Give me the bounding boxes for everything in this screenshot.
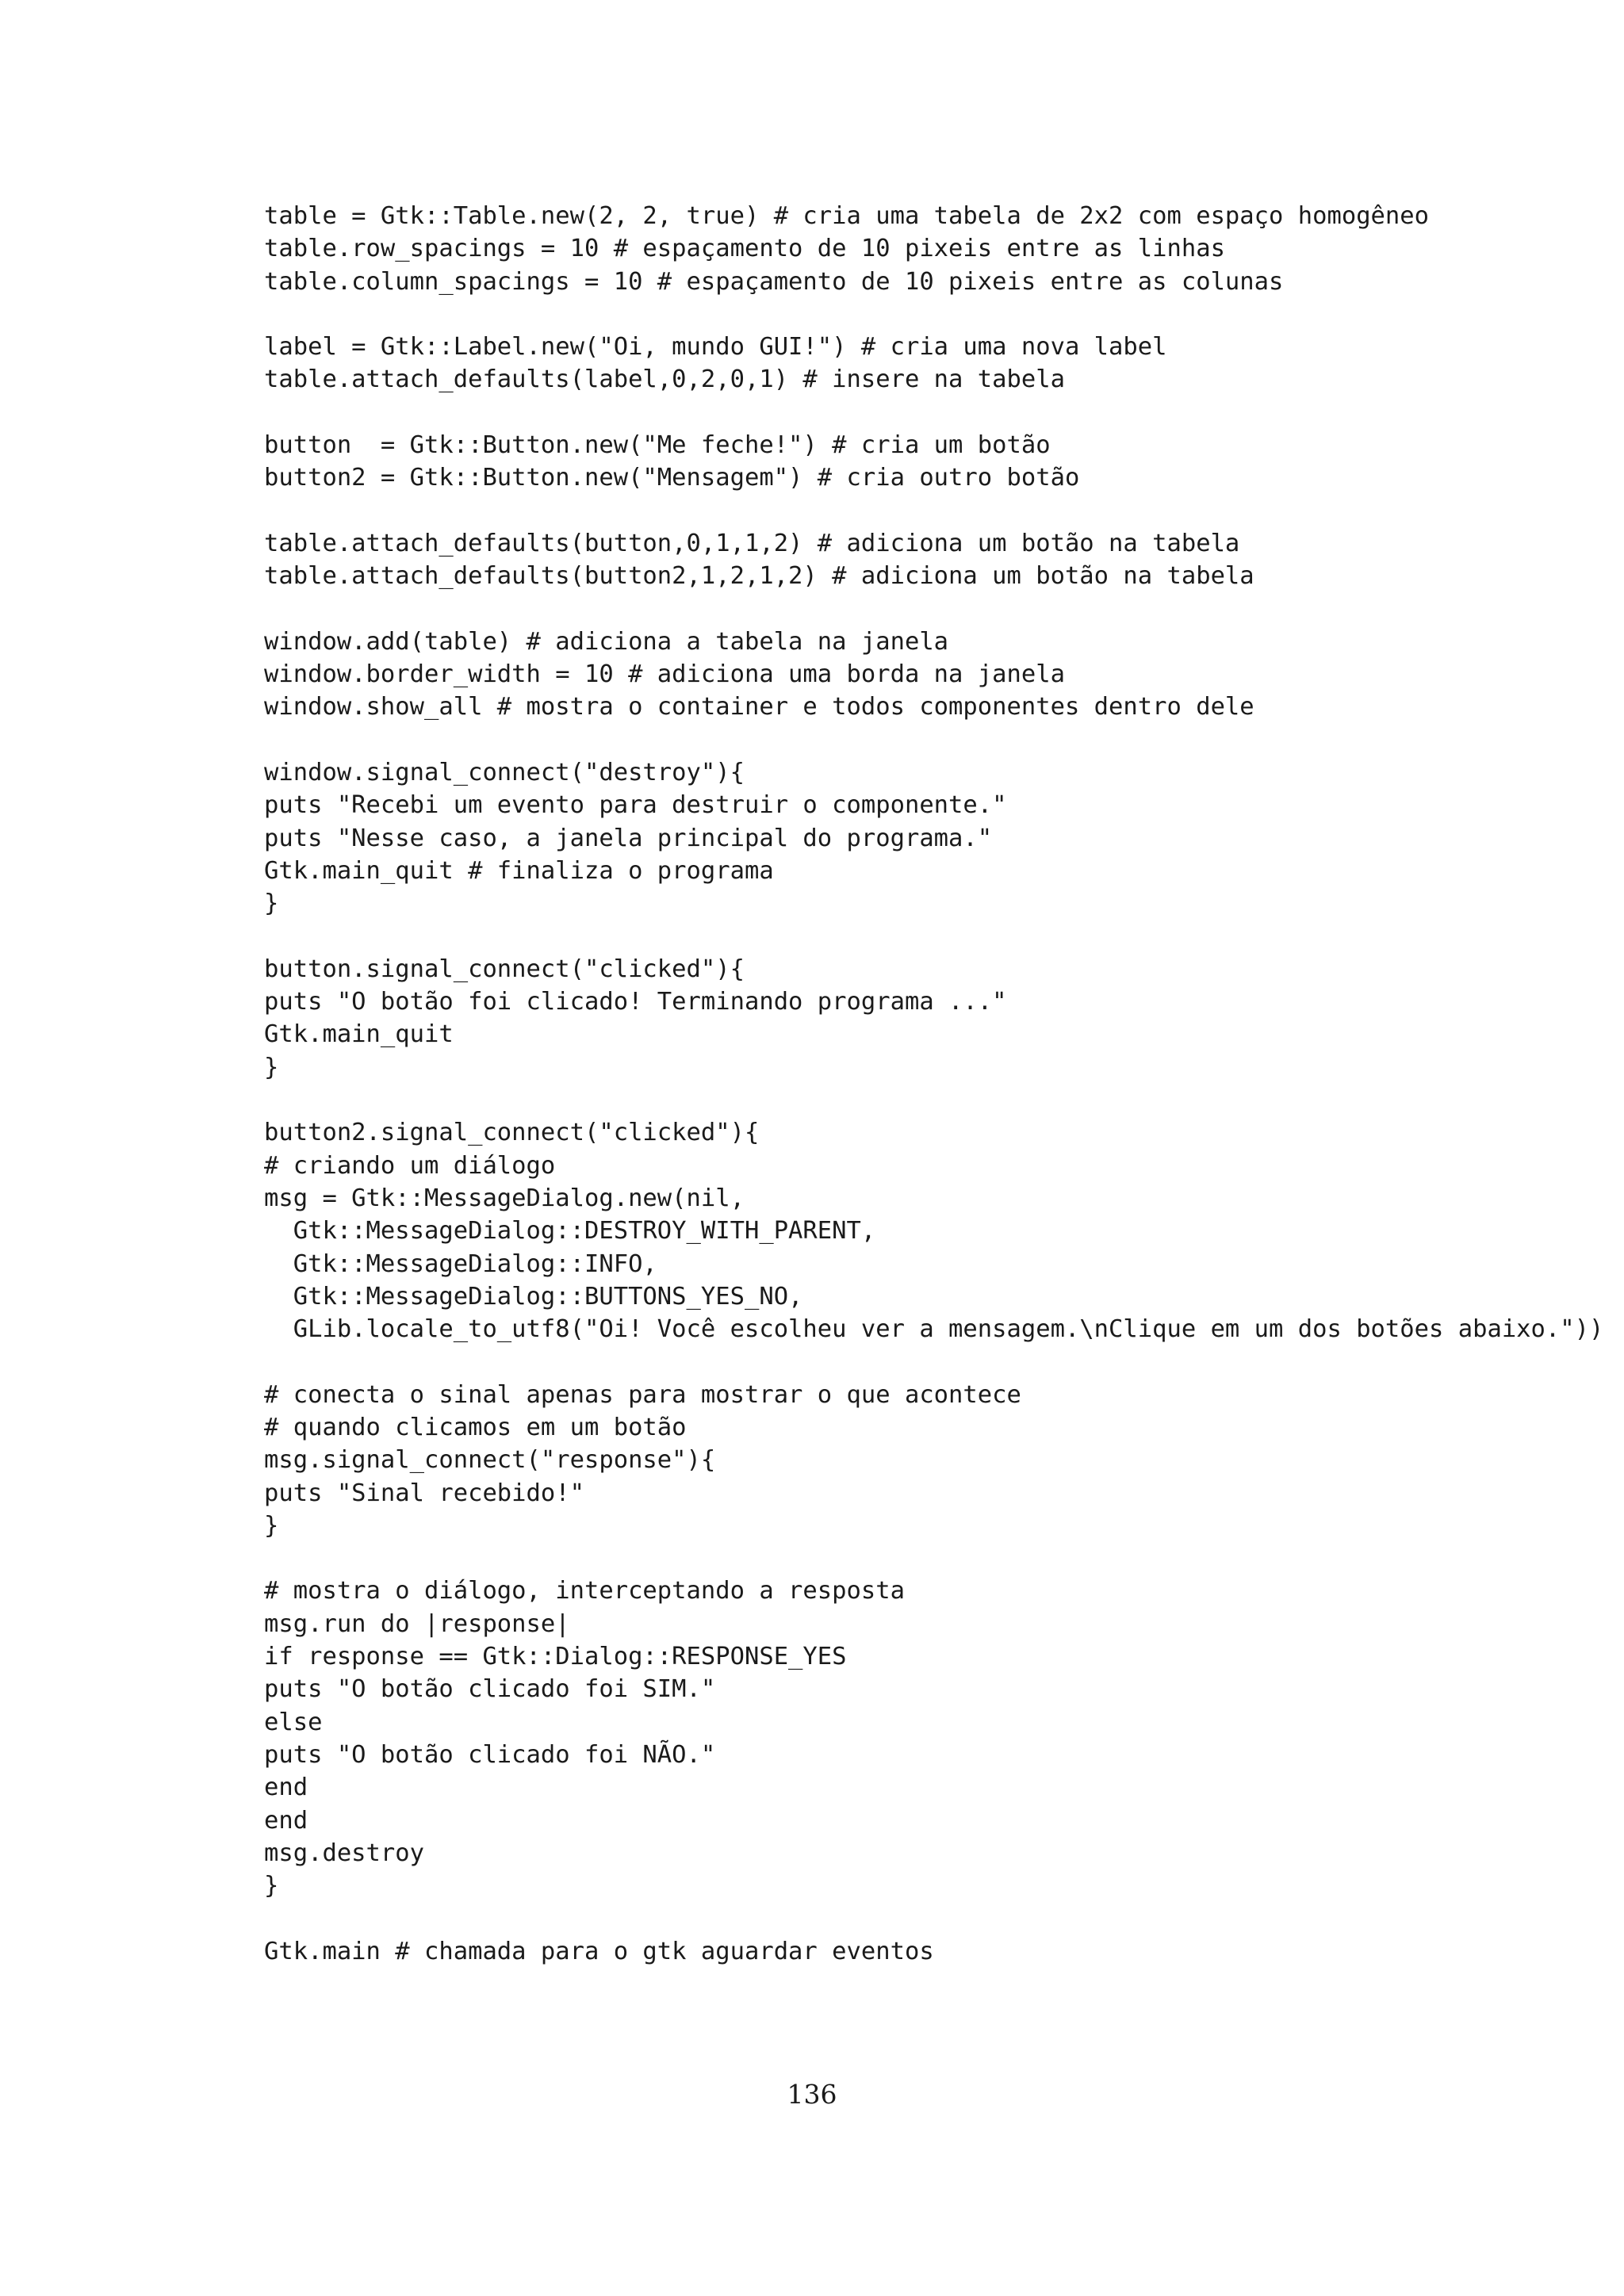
code-line: Gtk.main # chamada para o gtk aguardar eventos (264, 1937, 934, 1965)
code-line: table.attach_defaults(button,0,1,1,2) # adiciona um botão na tabela (264, 529, 1240, 557)
page-number: 136 (787, 2079, 837, 2110)
code-line: table = Gtk::Table.new(2, 2, true) # cria uma tabela de 2x2 com espaço homogêneo (264, 202, 1430, 230)
code-line: puts "Sinal recebido!" (264, 1479, 584, 1507)
code-line: } (264, 1053, 279, 1081)
code-line: Gtk.main_quit (264, 1020, 454, 1049)
code-line: table.column_spacings = 10 # espaçamento de 10 pixeis entre as colunas (264, 267, 1284, 296)
code-line: if response == Gtk::Dialog::RESPONSE_YES (264, 1643, 847, 1671)
code-line (264, 593, 1612, 626)
code-line: GLib.locale_to_utf8("Oi! Você escolheu ver a mensagem.\nClique em um dos botões abaixo.")) (264, 1315, 1604, 1344)
code-line: button.signal_connect("clicked"){ (264, 955, 745, 983)
code-line: puts "O botão foi clicado! Terminando programa ..." (264, 988, 1007, 1016)
code-line: window.border_width = 10 # adiciona uma borda na janela (264, 660, 1065, 689)
code-line: } (264, 890, 279, 918)
code-line: table.attach_defaults(button2,1,2,1,2) # adiciona um botão na tabela (264, 562, 1254, 591)
code-line (264, 1542, 1612, 1575)
code-line: puts "O botão clicado foi NÃO." (264, 1740, 716, 1769)
code-line: puts "O botão clicado foi SIM." (264, 1675, 716, 1704)
code-line: Gtk::MessageDialog::DESTROY_WITH_PARENT, (264, 1217, 876, 1246)
code-line: # criando um diálogo (264, 1151, 556, 1180)
code-line: Gtk::MessageDialog::BUTTONS_YES_NO, (264, 1282, 803, 1311)
code-listing (264, 200, 1612, 1968)
code-line (264, 920, 1612, 953)
code-line (264, 724, 1612, 756)
code-line: msg.run do |response| (264, 1609, 570, 1638)
code-line: button = Gtk::Button.new("Me feche!") # cria um botão (264, 431, 1051, 460)
code-line: puts "Nesse caso, a janela principal do programa." (264, 824, 993, 852)
code-line: msg.signal_connect("response"){ (264, 1446, 716, 1475)
code-line: } (264, 1511, 279, 1540)
code-line: # quando clicamos em um botão (264, 1413, 687, 1441)
code-line: window.add(table) # adiciona a tabela na janela (264, 627, 949, 656)
code-line: puts "Recebi um evento para destruir o componente." (264, 791, 1007, 820)
code-line: end (264, 1806, 308, 1835)
code-line: label = Gtk::Label.new("Oi, mundo GUI!") # cria uma nova label (264, 333, 1167, 362)
code-line (264, 1084, 1612, 1116)
code-line: # conecta o sinal apenas para mostrar o que acontece (264, 1380, 1021, 1409)
code-line: else (264, 1708, 323, 1736)
code-line: table.row_spacings = 10 # espaçamento de 10 pixeis entre as linhas (264, 235, 1225, 263)
code-line: msg.destroy (264, 1839, 424, 1867)
code-line (264, 1345, 1612, 1378)
code-line (264, 495, 1612, 527)
code-line: button2.signal_connect("clicked"){ (264, 1119, 760, 1147)
code-line: table.attach_defaults(label,0,2,0,1) # insere na tabela (264, 365, 1065, 394)
code-line: # mostra o diálogo, interceptando a resposta (264, 1577, 905, 1605)
code-line: window.show_all # mostra o container e todos componentes dentro dele (264, 693, 1254, 721)
code-line: end (264, 1774, 308, 1802)
code-line (264, 396, 1612, 429)
code-line: } (264, 1872, 279, 1900)
code-line: window.signal_connect("destroy"){ (264, 759, 745, 787)
code-line: Gtk.main_quit # finaliza o programa (264, 856, 774, 885)
code-line: msg = Gtk::MessageDialog.new(nil, (264, 1184, 745, 1212)
code-line: Gtk::MessageDialog::INFO, (264, 1249, 657, 1278)
code-line (264, 298, 1612, 331)
code-line: button2 = Gtk::Button.new("Mensagem") # cria outro botão (264, 464, 1080, 492)
code-line (264, 1902, 1612, 1934)
